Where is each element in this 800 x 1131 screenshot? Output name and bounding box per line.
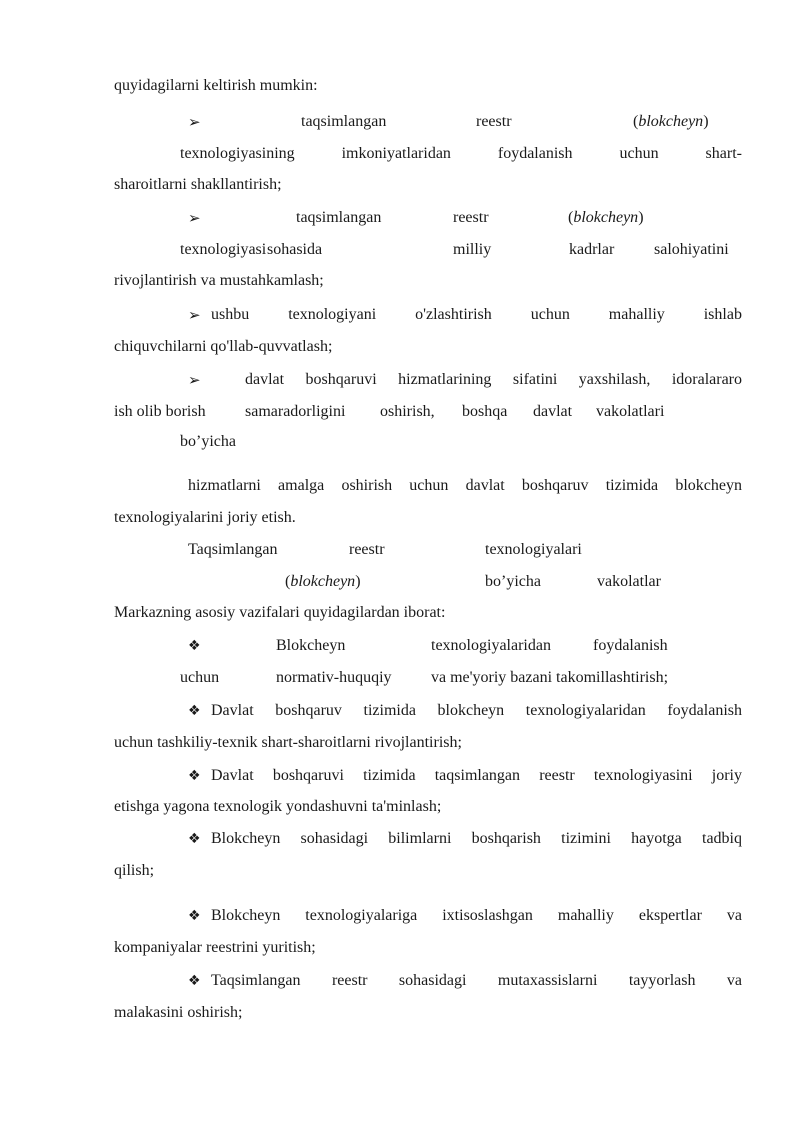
d6-line2: malakasini oshirish; (114, 1004, 243, 1021)
b4-word: boshqa (462, 403, 508, 420)
d1-word: texnologiyalaridan (431, 637, 551, 654)
b2-word: salohiyatini (654, 241, 729, 258)
b4-word: davlat (533, 403, 573, 420)
b2-word: milliy (453, 241, 492, 258)
four-diamond-bullet-icon: ❖ (188, 973, 201, 989)
d4-line1: Blokcheyn sohasidagi bilimlarni boshqarish tizimini hayotga tadbiq (211, 830, 742, 847)
d1-word: uchun (180, 669, 220, 686)
arrowhead-bullet-icon: ➢ (188, 371, 201, 389)
b4-line1: davlat boshqaruvi hizmatlarining sifatini yaxshilash, idoralararo (245, 371, 742, 388)
arrowhead-bullet-icon: ➢ (188, 209, 201, 227)
b2-paren: (blokcheyn) (568, 209, 644, 226)
b2-word: sohasida (267, 241, 323, 258)
d5-line1: Blokcheyn texnologiyalariga ixtisoslashgan mahalliy ekspertlar va (211, 907, 742, 924)
d3-line2: etishga yagona texnologik yondashuvni ta'minlash; (114, 798, 442, 815)
b1-line2: texnologiyasining imkoniyatlaridan foydalanish uchun shart- (180, 145, 742, 162)
d2-line2: uchun tashkiliy-texnik shart-sharoitlarni rivojlantirish; (114, 734, 462, 751)
b2-line3: rivojlantirish va mustahkamlash; (114, 272, 324, 289)
t1-word: reestr (349, 541, 385, 558)
b4-word: samaradorligini (245, 403, 346, 420)
b2-word: kadrlar (569, 241, 615, 258)
t1-word: texnologiyalari (485, 541, 582, 558)
b4-line4: hizmatlarni amalga oshirish uchun davlat boshqaruv tizimida blokcheyn (188, 477, 742, 494)
d2-line1: Davlat boshqaruv tizimida blokcheyn texnologiyalaridan foydalanish (211, 702, 742, 719)
b1-word: taqsimlangan (301, 113, 387, 130)
d3-line1: Davlat boshqaruvi tizimida taqsimlangan reestr texnologiyasini joriy (211, 767, 742, 784)
t3-line: Markazning asosiy vazifalari quyidagilardan iborat: (114, 604, 446, 621)
t2-paren: (blokcheyn) (285, 573, 361, 590)
four-diamond-bullet-icon: ❖ (188, 768, 201, 784)
b1-word: reestr (476, 113, 512, 130)
d1-word: Blokcheyn (276, 637, 346, 654)
four-diamond-bullet-icon: ❖ (188, 908, 201, 924)
four-diamond-bullet-icon: ❖ (188, 638, 201, 654)
b1-paren: (blokcheyn) (633, 113, 709, 130)
b2-word: taqsimlangan (296, 209, 382, 226)
intro-line: quyidagilarni keltirish mumkin: (114, 77, 318, 94)
d6-line1: Taqsimlangan reestr sohasidagi mutaxassislarni tayyorlash va (211, 972, 742, 989)
b4-word: ish olib borish (114, 403, 206, 420)
d5-line2: kompaniyalar reestrini yuritish; (114, 939, 316, 956)
four-diamond-bullet-icon: ❖ (188, 703, 201, 719)
d1-word: normativ-huquqiy (276, 669, 392, 686)
b4-line5: texnologiyalarini joriy etish. (114, 509, 296, 526)
t2-word: bo’yicha (485, 573, 541, 590)
four-diamond-bullet-icon: ❖ (188, 831, 201, 847)
b3-line1: ushbu texnologiyani o'zlashtirish uchun mahalliy ishlab (211, 306, 742, 323)
d1-word: foydalanish (593, 637, 668, 654)
b4-line3: bo’yicha (180, 433, 236, 450)
d4-line2: qilish; (114, 862, 155, 879)
arrowhead-bullet-icon: ➢ (188, 113, 201, 131)
b2-word: texnologiyasi (180, 241, 267, 258)
t2-word: vakolatlar (597, 573, 661, 590)
b4-word: vakolatlari (596, 403, 665, 420)
t1-word: Taqsimlangan (188, 541, 278, 558)
b1-line3: sharoitlarni shakllantirish; (114, 176, 282, 193)
arrowhead-bullet-icon: ➢ (188, 306, 201, 324)
b3-line2: chiquvchilarni qo'llab-quvvatlash; (114, 338, 333, 355)
d1-word: va me'yoriy bazani takomillashtirish; (431, 669, 669, 686)
b4-word: oshirish, (380, 403, 435, 420)
b2-word: reestr (453, 209, 489, 226)
